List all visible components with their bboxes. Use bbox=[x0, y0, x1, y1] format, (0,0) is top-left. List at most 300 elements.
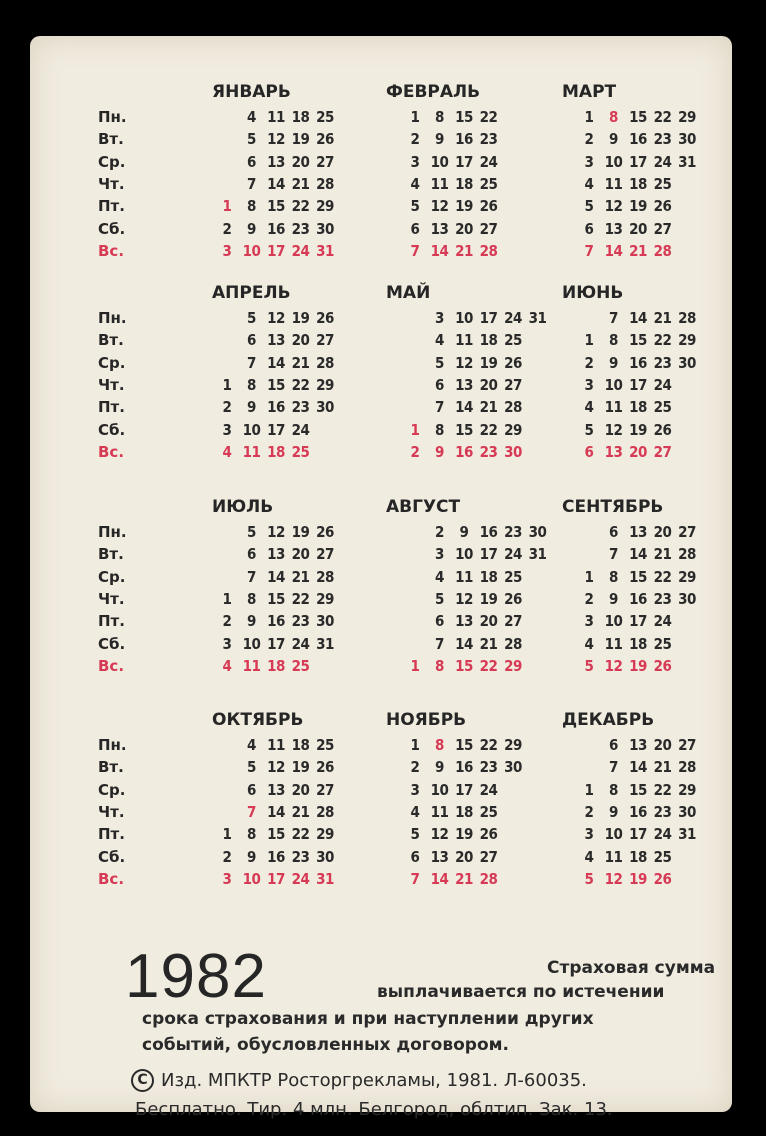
day-cell: 1 bbox=[222, 589, 232, 608]
day-cell: 27 bbox=[678, 523, 696, 541]
year-title: 1982 bbox=[125, 942, 267, 1011]
day-cell: 22 bbox=[653, 331, 672, 350]
weekday-label: Чт. bbox=[98, 375, 125, 394]
day-cell: 25 bbox=[316, 736, 334, 754]
weekday-label: Сб. bbox=[98, 847, 126, 866]
weekday-label: Чт. bbox=[98, 174, 125, 193]
day-cell: 22 bbox=[291, 375, 310, 394]
day-cell: 26 bbox=[316, 130, 334, 149]
day-cell: 8 bbox=[609, 567, 618, 586]
day-cell: 5 bbox=[584, 869, 594, 888]
day-cell: 12 bbox=[267, 758, 285, 777]
day-cell: 14 bbox=[430, 869, 449, 888]
month-name: НОЯБРЬ bbox=[386, 710, 467, 730]
day-cell: 25 bbox=[504, 331, 522, 350]
day-cell: 3 bbox=[222, 869, 232, 888]
day-cell: 24 bbox=[653, 152, 672, 171]
day-cell: 22 bbox=[479, 656, 498, 675]
day-cell: 10 bbox=[430, 152, 449, 171]
day-cell: 14 bbox=[629, 309, 647, 327]
day-cell: 3 bbox=[410, 152, 420, 171]
day-cell: 21 bbox=[455, 241, 473, 260]
day-cell: 31 bbox=[316, 634, 334, 653]
day-cell: 27 bbox=[653, 219, 672, 238]
day-cell: 26 bbox=[653, 656, 672, 675]
day-cell: 10 bbox=[242, 420, 261, 439]
day-cell: 9 bbox=[609, 130, 618, 149]
day-cell: 27 bbox=[479, 219, 498, 238]
day-cell: 9 bbox=[435, 758, 444, 777]
month-name: ИЮНЬ bbox=[562, 283, 624, 303]
day-cell: 19 bbox=[629, 869, 647, 888]
day-cell: 15 bbox=[629, 567, 647, 586]
day-cell: 14 bbox=[267, 802, 285, 821]
day-cell: 30 bbox=[678, 130, 696, 149]
day-cell: 8 bbox=[247, 197, 256, 216]
day-cell: 11 bbox=[604, 634, 623, 653]
day-cell: 13 bbox=[267, 545, 285, 564]
day-cell: 9 bbox=[459, 523, 469, 541]
day-cell: 7 bbox=[609, 309, 618, 327]
day-cell: 11 bbox=[455, 567, 473, 586]
day-cell: 20 bbox=[629, 219, 647, 238]
day-cell: 1 bbox=[410, 736, 420, 754]
day-cell: 9 bbox=[609, 353, 618, 372]
day-cell: 29 bbox=[316, 589, 334, 608]
day-cell: 23 bbox=[479, 758, 498, 777]
weekday-label: Чт. bbox=[98, 802, 125, 821]
day-cell: 21 bbox=[653, 309, 672, 327]
day-cell: 22 bbox=[291, 589, 310, 608]
day-cell: 10 bbox=[604, 825, 623, 844]
day-cell: 29 bbox=[678, 780, 696, 799]
day-cell: 3 bbox=[584, 825, 594, 844]
day-cell: 29 bbox=[316, 825, 334, 844]
day-cell: 11 bbox=[430, 174, 449, 193]
day-cell: 20 bbox=[653, 736, 672, 754]
day-cell: 14 bbox=[430, 241, 449, 260]
day-cell: 27 bbox=[678, 736, 696, 754]
day-cell: 14 bbox=[604, 241, 623, 260]
day-cell: 26 bbox=[504, 353, 522, 372]
day-cell: 3 bbox=[222, 241, 232, 260]
day-cell: 28 bbox=[316, 567, 334, 586]
day-cell: 8 bbox=[435, 420, 444, 439]
day-cell: 15 bbox=[629, 780, 647, 799]
weekday-label: Пт. bbox=[98, 398, 125, 417]
day-cell: 4 bbox=[584, 847, 594, 866]
day-cell: 10 bbox=[242, 869, 261, 888]
month-name: ИЮЛЬ bbox=[212, 497, 274, 517]
day-cell: 8 bbox=[247, 375, 256, 394]
day-cell: 16 bbox=[629, 130, 647, 149]
day-cell: 19 bbox=[291, 523, 310, 541]
day-cell: 6 bbox=[609, 736, 618, 754]
day-cell: 18 bbox=[455, 174, 473, 193]
day-cell: 15 bbox=[455, 108, 473, 126]
day-cell: 12 bbox=[604, 197, 623, 216]
text-line-2: выплачивается по истечении bbox=[377, 982, 665, 1002]
day-cell: 18 bbox=[629, 174, 647, 193]
day-cell: 27 bbox=[653, 442, 672, 461]
day-cell: 19 bbox=[455, 197, 473, 216]
day-cell: 1 bbox=[222, 197, 232, 216]
day-cell: 4 bbox=[247, 108, 256, 126]
day-cell: 22 bbox=[479, 420, 498, 439]
day-cell: 8 bbox=[247, 589, 256, 608]
day-cell: 25 bbox=[479, 174, 498, 193]
day-cell: 23 bbox=[504, 523, 522, 541]
day-cell: 12 bbox=[604, 656, 623, 675]
day-cell: 28 bbox=[316, 174, 334, 193]
day-cell: 19 bbox=[291, 130, 310, 149]
day-cell: 18 bbox=[629, 634, 647, 653]
day-cell: 28 bbox=[316, 802, 334, 821]
day-cell: 14 bbox=[629, 545, 647, 564]
day-cell: 7 bbox=[609, 758, 618, 777]
day-cell: 27 bbox=[316, 545, 334, 564]
day-cell: 24 bbox=[291, 869, 310, 888]
day-cell: 2 bbox=[584, 802, 594, 821]
day-cell: 8 bbox=[609, 780, 618, 799]
day-cell: 24 bbox=[653, 825, 672, 844]
day-cell: 30 bbox=[316, 398, 334, 417]
day-cell: 30 bbox=[316, 219, 334, 238]
day-cell: 19 bbox=[629, 420, 647, 439]
weekday-label: Пт. bbox=[98, 612, 125, 631]
day-cell: 24 bbox=[653, 612, 672, 631]
weekday-label: Чт. bbox=[98, 589, 125, 608]
day-cell: 18 bbox=[291, 108, 310, 126]
day-cell: 13 bbox=[455, 612, 473, 631]
day-cell: 17 bbox=[629, 825, 647, 844]
day-cell: 8 bbox=[435, 656, 444, 675]
day-cell: 23 bbox=[653, 130, 672, 149]
day-cell: 6 bbox=[247, 545, 256, 564]
weekday-label: Ср. bbox=[98, 567, 126, 586]
day-cell: 19 bbox=[291, 309, 310, 327]
day-cell: 11 bbox=[604, 398, 623, 417]
day-cell: 23 bbox=[291, 847, 310, 866]
day-cell: 28 bbox=[479, 869, 498, 888]
day-cell: 26 bbox=[316, 523, 334, 541]
day-cell: 25 bbox=[653, 847, 672, 866]
day-cell: 25 bbox=[653, 398, 672, 417]
day-cell: 4 bbox=[584, 174, 594, 193]
day-cell: 20 bbox=[291, 152, 310, 171]
weekday-label: Вс. bbox=[98, 442, 125, 461]
day-cell: 9 bbox=[609, 589, 618, 608]
day-cell: 16 bbox=[629, 802, 647, 821]
day-cell: 27 bbox=[316, 780, 334, 799]
day-cell: 13 bbox=[604, 219, 623, 238]
day-cell: 16 bbox=[479, 523, 498, 541]
day-cell: 16 bbox=[629, 353, 647, 372]
day-cell: 2 bbox=[584, 353, 594, 372]
day-cell: 3 bbox=[584, 152, 594, 171]
day-cell: 28 bbox=[504, 634, 522, 653]
month-name: ДЕКАБРЬ bbox=[562, 710, 655, 730]
day-cell: 19 bbox=[479, 353, 498, 372]
day-cell: 28 bbox=[678, 758, 696, 777]
day-cell: 25 bbox=[316, 108, 334, 126]
copyright-icon: C bbox=[131, 1069, 154, 1092]
day-cell: 7 bbox=[410, 869, 420, 888]
day-cell: 4 bbox=[410, 174, 420, 193]
day-cell: 9 bbox=[247, 847, 256, 866]
day-cell: 25 bbox=[291, 442, 310, 461]
day-cell: 12 bbox=[430, 825, 449, 844]
day-cell: 10 bbox=[455, 545, 473, 564]
day-cell: 9 bbox=[609, 802, 618, 821]
weekday-label: Вт. bbox=[98, 331, 124, 350]
day-cell: 30 bbox=[504, 442, 522, 461]
day-cell: 31 bbox=[678, 825, 696, 844]
day-cell: 4 bbox=[410, 802, 420, 821]
day-cell: 6 bbox=[410, 219, 420, 238]
day-cell: 12 bbox=[267, 523, 285, 541]
day-cell: 28 bbox=[479, 241, 498, 260]
day-cell: 19 bbox=[291, 758, 310, 777]
day-cell: 20 bbox=[291, 545, 310, 564]
day-cell: 26 bbox=[316, 758, 334, 777]
day-cell: 12 bbox=[604, 869, 623, 888]
day-cell: 9 bbox=[247, 612, 256, 631]
month-name: АВГУСТ bbox=[386, 497, 461, 517]
day-cell: 2 bbox=[410, 130, 420, 149]
day-cell: 17 bbox=[629, 612, 647, 631]
day-cell: 11 bbox=[267, 108, 285, 126]
day-cell: 26 bbox=[316, 309, 334, 327]
day-cell: 26 bbox=[653, 197, 672, 216]
day-cell: 24 bbox=[479, 780, 498, 799]
day-cell: 21 bbox=[455, 869, 473, 888]
day-cell: 24 bbox=[504, 309, 522, 327]
weekday-label: Сб. bbox=[98, 420, 126, 439]
weekday-label: Пн. bbox=[98, 309, 127, 327]
day-cell: 22 bbox=[653, 567, 672, 586]
day-cell: 18 bbox=[479, 331, 498, 350]
day-cell: 27 bbox=[504, 375, 522, 394]
day-cell: 10 bbox=[242, 241, 261, 260]
day-cell: 1 bbox=[410, 656, 420, 675]
day-cell: 12 bbox=[430, 197, 449, 216]
day-cell: 26 bbox=[504, 589, 522, 608]
month-name: ОКТЯБРЬ bbox=[212, 710, 304, 730]
day-cell: 1 bbox=[222, 375, 232, 394]
day-cell: 31 bbox=[316, 241, 334, 260]
day-cell: 13 bbox=[629, 523, 647, 541]
weekday-label: Пн. bbox=[98, 523, 127, 541]
day-cell: 16 bbox=[629, 589, 647, 608]
day-cell: 2 bbox=[584, 130, 594, 149]
day-cell: 16 bbox=[267, 398, 285, 417]
day-cell: 8 bbox=[435, 736, 444, 754]
day-cell: 7 bbox=[247, 174, 256, 193]
day-cell: 26 bbox=[653, 420, 672, 439]
day-cell: 29 bbox=[316, 375, 334, 394]
day-cell: 5 bbox=[247, 758, 256, 777]
day-cell: 9 bbox=[435, 130, 444, 149]
day-cell: 17 bbox=[267, 634, 285, 653]
day-cell: 30 bbox=[528, 523, 547, 541]
day-cell: 5 bbox=[410, 197, 420, 216]
day-cell: 4 bbox=[222, 656, 232, 675]
day-cell: 18 bbox=[455, 802, 473, 821]
day-cell: 26 bbox=[653, 869, 672, 888]
day-cell: 2 bbox=[410, 442, 420, 461]
day-cell: 20 bbox=[479, 375, 498, 394]
day-cell: 30 bbox=[316, 612, 334, 631]
day-cell: 15 bbox=[267, 197, 285, 216]
day-cell: 23 bbox=[653, 589, 672, 608]
day-cell: 8 bbox=[435, 108, 444, 126]
day-cell: 19 bbox=[455, 825, 473, 844]
day-cell: 20 bbox=[653, 523, 672, 541]
day-cell: 7 bbox=[247, 353, 256, 372]
day-cell: 7 bbox=[584, 241, 594, 260]
day-cell: 1 bbox=[222, 825, 232, 844]
day-cell: 20 bbox=[291, 331, 310, 350]
day-cell: 9 bbox=[247, 219, 256, 238]
weekday-label: Сб. bbox=[98, 219, 126, 238]
day-cell: 2 bbox=[222, 398, 232, 417]
day-cell: 3 bbox=[584, 612, 594, 631]
day-cell: 3 bbox=[435, 309, 444, 327]
day-cell: 2 bbox=[410, 758, 420, 777]
day-cell: 11 bbox=[242, 656, 261, 675]
weekday-label: Вт. bbox=[98, 545, 124, 564]
day-cell: 21 bbox=[479, 634, 498, 653]
day-cell: 18 bbox=[479, 567, 498, 586]
day-cell: 22 bbox=[653, 108, 672, 126]
day-cell: 1 bbox=[410, 108, 420, 126]
day-cell: 30 bbox=[678, 589, 696, 608]
day-cell: 26 bbox=[479, 197, 498, 216]
day-cell: 14 bbox=[455, 634, 473, 653]
day-cell: 15 bbox=[267, 375, 285, 394]
day-cell: 30 bbox=[678, 802, 696, 821]
calendar-card bbox=[30, 36, 732, 1120]
day-cell: 31 bbox=[528, 309, 547, 327]
day-cell: 28 bbox=[504, 398, 522, 417]
day-cell: 1 bbox=[410, 420, 420, 439]
day-cell: 27 bbox=[316, 331, 334, 350]
text-line-1: Страховая сумма bbox=[547, 958, 716, 978]
day-cell: 17 bbox=[479, 309, 498, 327]
day-cell: 19 bbox=[479, 589, 498, 608]
day-cell: 6 bbox=[435, 612, 444, 631]
day-cell: 15 bbox=[629, 331, 647, 350]
day-cell: 25 bbox=[504, 567, 522, 586]
day-cell: 14 bbox=[267, 174, 285, 193]
weekday-label: Вс. bbox=[98, 869, 125, 888]
day-cell: 24 bbox=[504, 545, 522, 564]
day-cell: 16 bbox=[455, 442, 473, 461]
day-cell: 21 bbox=[291, 174, 310, 193]
day-cell: 22 bbox=[479, 108, 498, 126]
day-cell: 5 bbox=[410, 825, 420, 844]
day-cell: 14 bbox=[267, 353, 285, 372]
day-cell: 3 bbox=[410, 780, 420, 799]
day-cell: 27 bbox=[479, 847, 498, 866]
day-cell: 22 bbox=[291, 825, 310, 844]
day-cell: 15 bbox=[629, 108, 647, 126]
day-cell: 23 bbox=[479, 130, 498, 149]
day-cell: 3 bbox=[435, 545, 444, 564]
day-cell: 5 bbox=[247, 309, 256, 327]
day-cell: 6 bbox=[410, 847, 420, 866]
day-cell: 15 bbox=[455, 420, 473, 439]
day-cell: 18 bbox=[267, 656, 285, 675]
day-cell: 5 bbox=[247, 130, 256, 149]
text-line-3: срока страхования и при наступлении других bbox=[142, 1009, 594, 1029]
day-cell: 14 bbox=[267, 567, 285, 586]
day-cell: 11 bbox=[604, 174, 623, 193]
day-cell: 6 bbox=[609, 523, 618, 541]
day-cell: 14 bbox=[629, 758, 647, 777]
day-cell: 7 bbox=[247, 567, 256, 586]
day-cell: 12 bbox=[455, 353, 473, 372]
day-cell: 14 bbox=[455, 398, 473, 417]
day-cell: 16 bbox=[455, 130, 473, 149]
day-cell: 5 bbox=[584, 420, 594, 439]
day-cell: 10 bbox=[430, 780, 449, 799]
day-cell: 23 bbox=[291, 398, 310, 417]
day-cell: 21 bbox=[653, 758, 672, 777]
day-cell: 23 bbox=[479, 442, 498, 461]
day-cell: 8 bbox=[609, 331, 618, 350]
day-cell: 23 bbox=[653, 353, 672, 372]
day-cell: 10 bbox=[604, 612, 623, 631]
day-cell: 24 bbox=[653, 375, 672, 394]
day-cell: 13 bbox=[629, 736, 647, 754]
day-cell: 2 bbox=[222, 219, 232, 238]
day-cell: 4 bbox=[435, 331, 444, 350]
day-cell: 16 bbox=[267, 612, 285, 631]
day-cell: 21 bbox=[291, 353, 310, 372]
day-cell: 13 bbox=[267, 152, 285, 171]
day-cell: 27 bbox=[504, 612, 522, 631]
day-cell: 29 bbox=[678, 567, 696, 586]
day-cell: 23 bbox=[291, 612, 310, 631]
day-cell: 16 bbox=[267, 847, 285, 866]
day-cell: 31 bbox=[316, 869, 334, 888]
day-cell: 4 bbox=[435, 567, 444, 586]
day-cell: 7 bbox=[247, 802, 256, 821]
day-cell: 5 bbox=[584, 197, 594, 216]
day-cell: 6 bbox=[247, 331, 256, 350]
day-cell: 1 bbox=[584, 567, 594, 586]
day-cell: 16 bbox=[267, 219, 285, 238]
day-cell: 30 bbox=[316, 847, 334, 866]
day-cell: 29 bbox=[504, 420, 522, 439]
day-cell: 16 bbox=[455, 758, 473, 777]
day-cell: 30 bbox=[504, 758, 522, 777]
day-cell: 15 bbox=[267, 589, 285, 608]
day-cell: 11 bbox=[455, 331, 473, 350]
day-cell: 10 bbox=[455, 309, 473, 327]
day-cell: 12 bbox=[267, 130, 285, 149]
day-cell: 7 bbox=[609, 545, 618, 564]
day-cell: 21 bbox=[653, 545, 672, 564]
day-cell: 3 bbox=[222, 420, 232, 439]
day-cell: 20 bbox=[479, 612, 498, 631]
day-cell: 11 bbox=[267, 736, 285, 754]
day-cell: 3 bbox=[222, 634, 232, 653]
day-cell: 21 bbox=[291, 802, 310, 821]
day-cell: 6 bbox=[247, 780, 256, 799]
